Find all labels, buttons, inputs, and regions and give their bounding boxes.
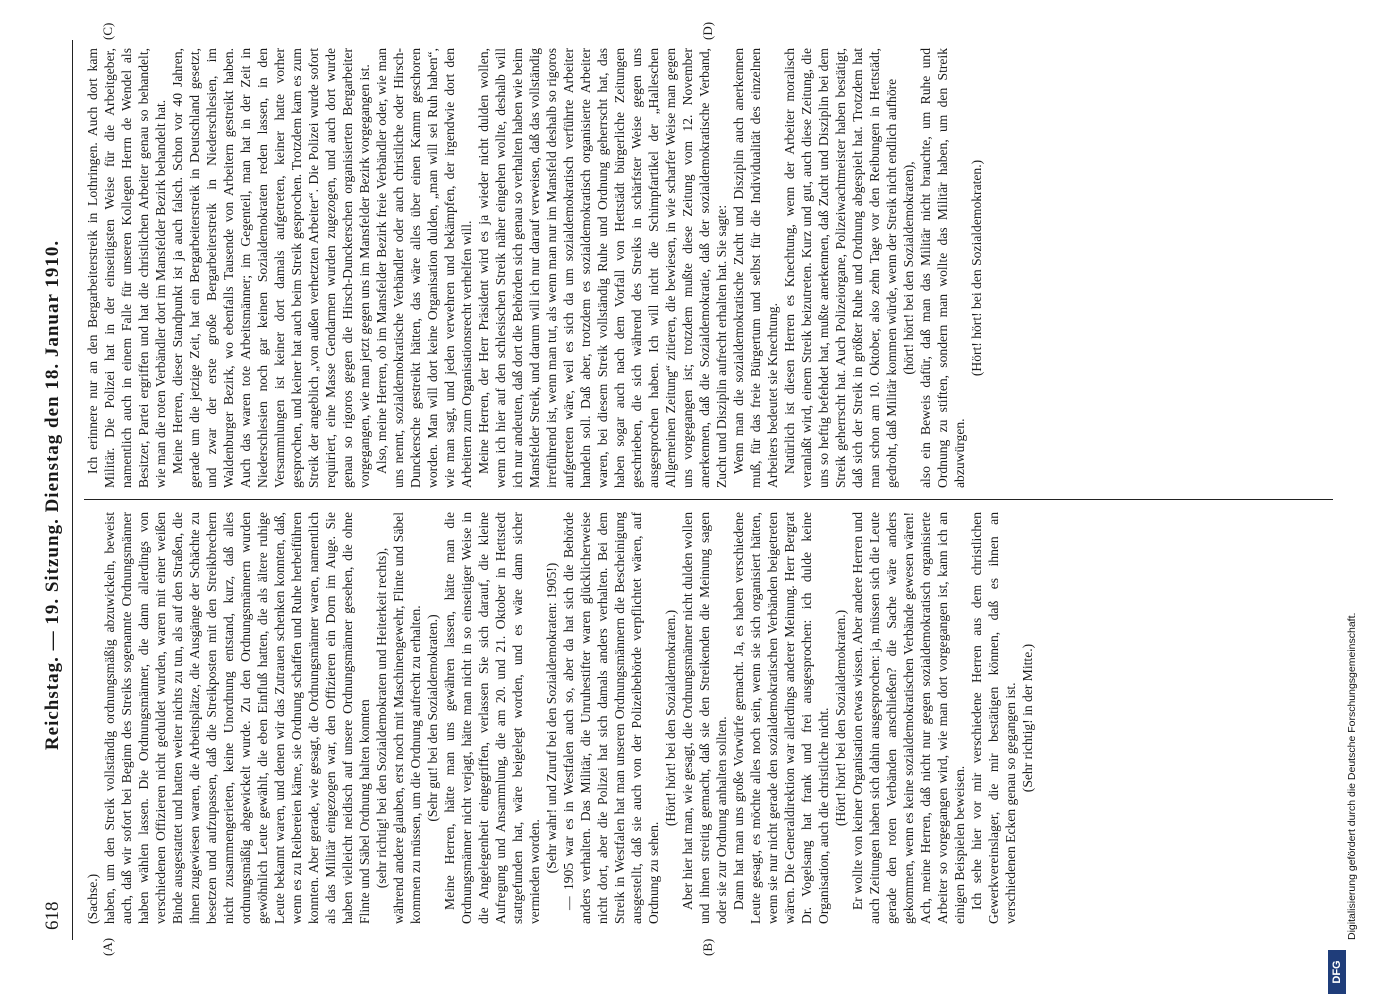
paragraph: Er wollte von keiner Organisation etwas wissen. Aber andere Herren und auch Zeitungen haben sich dahin ausgesprochen: ja, müssen sich die Leute gerade den roten Verbänden anschließen? die Sache wäre anders gekommen, wenn es keine sozialdemokratischen Verbände gewesen wären! Ach, meine Herren, daß nicht nur gegen sozialdemokratisch organisierte Arbeiter so vorgegangen wird, wie man dort vorgegangen ist, kann ich an einigen Beispielen beweisen. (850, 512, 967, 924)
paragraph: Meine Herren, dieser Standpunkt ist ja auch falsch. Schon vor 40 Jahren, gerade um die jetzige Zeit, hat ein Bergarbeiterstreik in Deutschland gesetzt, und zwar der erste große Bergarbeiterstreik in Niederschlesien, im Waldenburger Bezirk, wo ebenfalls Tausende von Arbeitern gestreikt haben. Auch das waren tote Arbeitsmänner; im Gegenteil, man hat in der Zeit in Niederschlesien noch gar keinen Sozialdemokraten reden lassen, in den Versammlungen ist keiner dort damals aufgetreten, keiner hatte vorher gesprochen, und keiner hat auch beim Streik gesprochen. Trotzdem kam es zum Streik der angeblich „von außen verhetzten Arbeiter“. Die Polizei wurde sofort requiriert, eine Masse Gendarmen wurden zugezogen, und auch dort wurde genau so rigoros gegen die Hirsch-Dunckerschen organisierten Bergarbeiter vorgegangen, wie man jetzt gegen uns im Mansfelder Bezirk vorgegangen ist. (170, 48, 372, 488)
paragraph: Also, meine Herren, ob im Mansfelder Bezirk freie Verbändler oder, wie man uns nennt, sozialdemokratische Verbändler oder auch christliche oder Hirsch-Dunckersche gestreikt hätten, das wäre alles über einen Kamm geschoren worden. Man will dort keine Organisation dulden, „man will sei Ruh haben“, wie man sagt, und jeden verwehren und bekämpfen, der irgendwie dort den Arbeitern zum Organisationsrecht verhelfen will. (374, 48, 474, 488)
interjection: (hört! hört! bei den Sozialdemokraten), (901, 161, 916, 375)
paragraph: Natürlich ist diesen Herren es Knechtung, wenn der Arbeiter moralisch veranlaßt wird, einem Streik beizutreten. Kurz und gut, auch diese Zeitung, die uns so heftig befehdet hat, mußte anerkennen, daß Zucht und Disziplin bei dem Streik geherrscht hat. Auch Polizeiorgane, Polizeiwachtmeister haben bestätigt, daß sich der Streik in größter Ruhe und Ordnung abgespielt hat. Trotzdem hat man schon am 10. Oktober, also zehn Tage vor den Reibungen in Hettstädt, gedroht, daß Militär kommen würde, wenn der Streik nicht endlich aufhöre (782, 48, 899, 488)
dfg-logo: DFG (1328, 950, 1346, 994)
paragraph: — 1905 war es in Westfalen auch so, aber da hat sich die Behörde anders verhalten. Das Militär, die Unruhestifter waren glücklicherweise nicht dort, aber die Polizei hat sich damals anders verhalten. Bei dem Streik in Westfalen hat man unseren Ordnungsmännern die Bescheinigung ausgestellt, daß sie auch von der Polizeibehörde verpflichtet wären, auf Ordnung zu sehen. (561, 512, 661, 924)
interjection: (Sehr wahr! und Zuruf bei den Sozialdemokraten: 1905!) (544, 562, 559, 874)
paragraph: Dann hat man uns große Vorwürfe gemacht. Ja, es haben verschiedene Leute gesagt, es möchte alles noch sein, wenn sie sich organisiert hätten, wenn sie nur nicht gerade den sozialdemokratischen Verbänden beigetreten wären. Die Generaldirektion war allerdings anderer Meinung. Herr Bergrat Dr. Vogelsang hat frank und frei ausgesprochen: ich dulde keine Organisation, auch die christliche nicht. (731, 512, 831, 924)
margin-marker-a: (A) (100, 937, 115, 956)
interjection: (Hört! hört! bei den Sozialdemokraten.) (833, 609, 848, 827)
margin-marker-c: (C) (100, 22, 115, 40)
paragraph: haben, um den Streik vollständig ordnungsmäßig abzuwickeln, beweist auch, daß wir sofort bei Beginn des Streiks sogenannte Ordnungsmänner haben wählen lassen. Die Ordnungsmänner, die dann allerdings von verschiedenen Offizieren nicht geduldet wurden, waren mit einer weißen Binde ausgestattet und hatten weiter nichts zu tun, als auf den Straßen, die ihnen zugewiesen waren, die Arbeitsplätze, die Ausgänge der Schächte zu besetzen und aufzupassen, daß die Streikposten mit den Streikbrechern nicht zusammengerieten, keine Unordnung entstand, kurz, daß alles ordnungsmäßig abgewickelt wurde. Zu den Ordnungsmännern wurden gewöhnlich Leute gewählt, die eben Einfluß hatten, die als ältere ruhige Leute bekannt waren, und denen wir das Zutrauen schenken konnten, daß, wenn es zu Reibereien käme, sie Ordnung schaffen und Ruhe herbeiführen konnten. Aber gerade, wie gesagt, die Ordnungsmänner waren, namentlich als das Militär eingezogen war, den Offizieren ein Dorn im Auge. Sie haben vielleicht neidisch auf unsere Ordnungsmänner gesehen, die ohne Flinte und Säbel Ordnung halten konnten (102, 512, 372, 924)
interjection: (Hört! hört! bei den Sozialdemokraten.) (663, 609, 678, 827)
paragraph: Ich erinnere nur an den Bergarbeiterstreik in Lothringen. Auch dort kam Militär. Die Polizei hat in der einseitigsten Weise für die Arbeitgeber, namentlich auch in einem Falle für unseren Kollegen Herrn de Wendel als Besitzer, Partei ergriffen und hat die christlichen Arbeiter genau so behandelt, wie man die roten Verbändler dort im Mansfelder Bezirk behandelt hat. (85, 48, 168, 488)
running-title: Reichstag. — 19. Sitzung. Dienstag den 18. Januar 1910. (42, 239, 63, 751)
digitization-credit: Digitalisierung gefördert durch die Deutsche Forschungsgemeinschaft. (1346, 612, 1358, 940)
margin-marker-b: (B) (700, 938, 715, 956)
margin-marker-d: (D) (700, 21, 715, 40)
quotation: Wenn man die sozialdemokratische Zucht und Disziplin auch anerkennen muß, für das freie Bürgertum und selbst für die Individualität des einzelnen Arbeiters bedeutet sie Knechtung. (731, 48, 780, 488)
page-number: 618 (42, 901, 63, 930)
paragraph: Meine Herren, hätte man uns gewähren lassen, hätte man die Ordnungsmänner nicht verjagt, hätte man nicht in so einseitiger Weise in die Angelegenheit eingegriffen, verlassen Sie sich darauf, die kleine Aufregung und Ansammlung, die am 20. und 21. Oktober in Hettstedt stattgefunden hat, wäre beigelegt worden, und es wäre dann sicher vermieden worden. (442, 512, 542, 924)
right-column (84, 48, 1333, 488)
paragraph: Ich sehe hier vor mir verschiedene Herren aus dem christlichen Gewerkvereinslager, die mir bestätigen können, daß es ihnen an verschiedenen Ecken genau so gegangen ist. (969, 512, 1018, 924)
interjection: (Sehr gut! bei den Sozialdemokraten.) (425, 614, 440, 822)
running-header (38, 60, 68, 930)
interjection: (Hört! hört! bei den Sozialdemokraten.) (969, 159, 984, 377)
paragraph: also ein Beweis dafür, daß man das Militär nicht brauchte, um Ruhe und Ordnung zu stiften, sondern man wollte das Militär haben, um den Streik abzuwürgen. (918, 48, 967, 488)
paragraph: Meine Herren, der Herr Präsident wird es ja wieder nicht dulden wollen, wenn ich hier auf den schlesischen Streik näher eingehen wollte, deshalb will ich nur andeuten, daß dort die Behörden sich genau so verhalten haben wie beim Mansfelder Streik, und darum will ich nur darauf verweisen, daß das vollständig irreführend ist, wenn man tut, als wenn man nur im Mansfeld deshalb so rigoros aufgetreten wäre, weil es sich da um sozialdemokratisch verführte Arbeiter handeln soll. Daß aber, trotzdem es sozialdemokratisch organisierte Arbeiter waren, bei diesem Streik vollständig Ruhe und Ordnung geherrscht hat, das haben sogar auch nach dem Vorfall von Hettstädt bürgerliche Zeitungen geschrieben, die sich während des Streiks in schärfster Weise gegen uns ausgesprochen haben. Ich will nicht die Schimpfartikel der „Halleschen Allgemeinen Zeitung“ zitieren, die bewiesen, in wie scharfer Weise man gegen uns vorgegangen ist; trotzdem mußte diese Zeitung vom 12. November anerkennen, daß die Sozialdemokratie, daß der sozialdemokratische Verband, Zucht und Disziplin aufrecht erhalten hat. Sie sagte: (476, 48, 729, 488)
paragraph: Aber hier hat man, wie gesagt, die Ordnungsmänner nicht dulden wollen und ihnen streitig gemacht, daß sie den Streikenden die Meinung sagen oder sie zur Ordnung anhalten sollten. (680, 512, 729, 924)
left-column (84, 512, 1333, 924)
interjection: (sehr richtig! bei den Sozialdemokraten und Heiterkeit rechts), (374, 547, 389, 889)
interjection: (Sehr richtig! in der Mitte.) (1020, 643, 1035, 793)
paragraph: während andere glauben, erst noch mit Maschinengewehr, Flinte und Säbel kommen zu müssen, um die Ordnung aufrecht zu erhalten. (391, 512, 423, 924)
column-rule (84, 499, 1333, 500)
header-rule (72, 40, 73, 940)
paragraph: (Sachse.) (85, 873, 100, 924)
